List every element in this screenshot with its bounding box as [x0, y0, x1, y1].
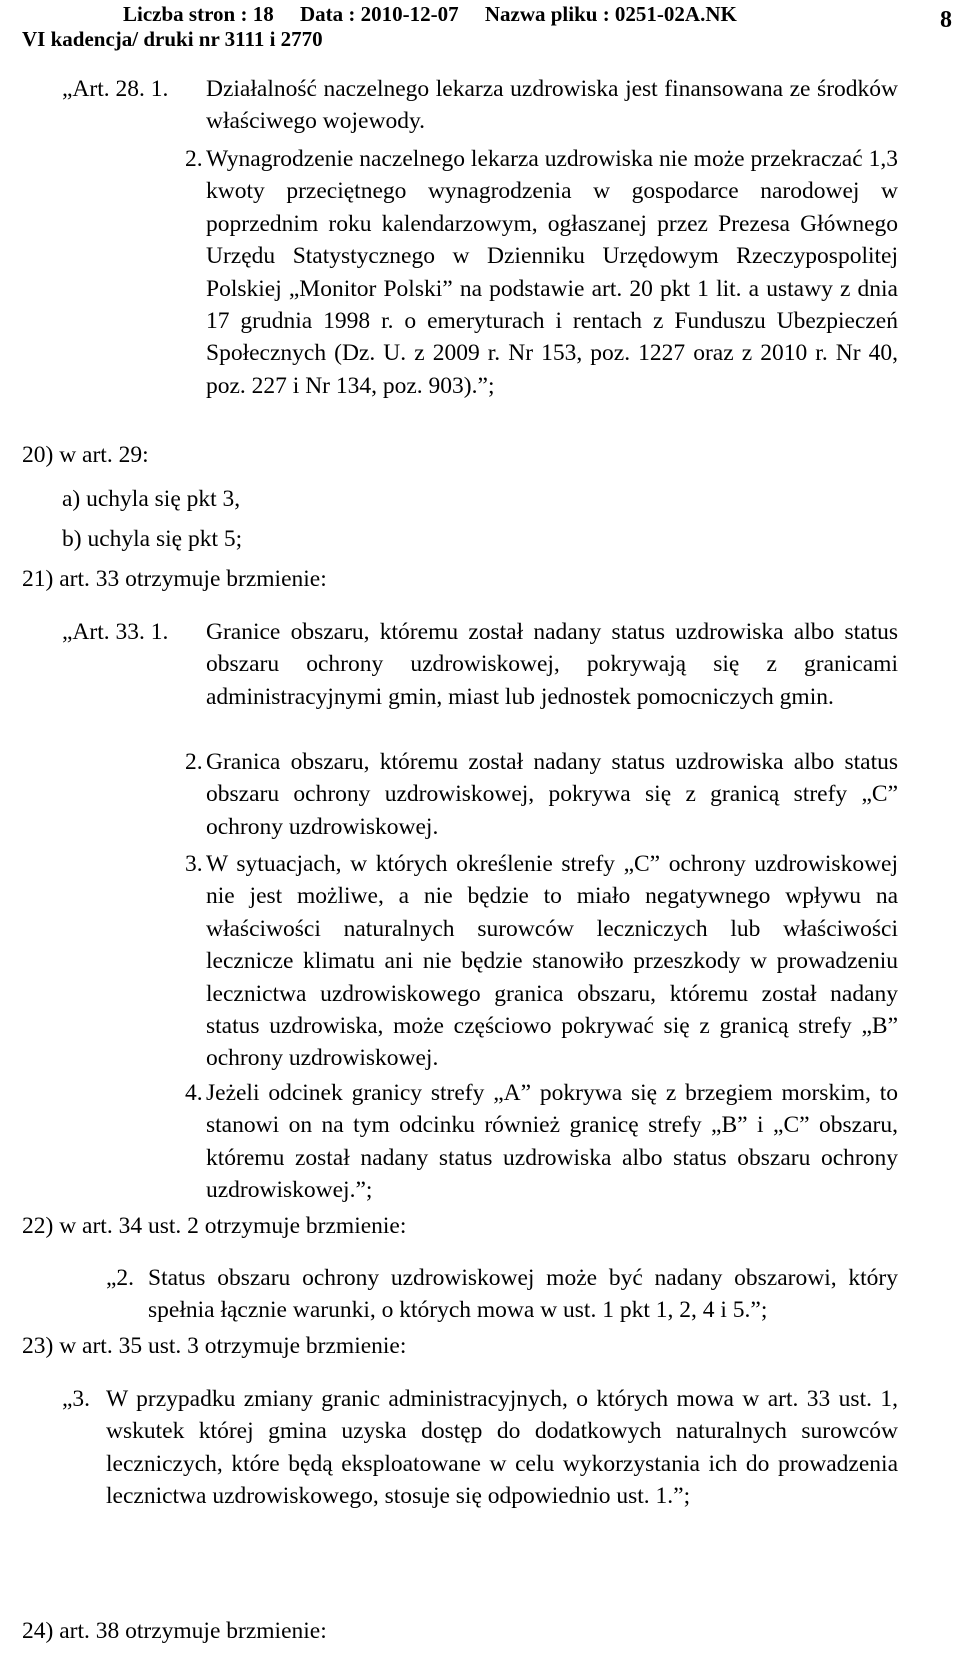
page-number: 8 [940, 7, 952, 33]
art33-prefix: „Art. 33. 1. [62, 619, 169, 645]
item-23-text: W przypadku zmiany granic administracyjnych, o których mowa w art. 33 ust. 1, wskutek której gmina uzyska dostęp do dodatkowych naturalnych surowców leczniczych, które będą eksploatowane w celu wykorzystania ich do prowadzenia lecznictwa uzdrowiskowego, stosuje się odpowiednio ust. 1.”; [106, 1386, 898, 1510]
art28-paragraph-2: Wynagrodzenie naczelnego lekarza uzdrowiska nie może przekraczać 1,3 kwoty przeciętnego wynagrodzenia w gospodarce narodowej w poprzednim roku kalendarzowym, ogłaszanej przez Prezesa Głównego Urzędu Statystycznego w Dzienniku Urzędowym Rzeczypospolitej Polskiej „Monitor Polski” na podstawie art. 20 pkt 1 lit. a ustawy z dnia 17 grudnia 1998 r. o emeryturach i rentach z Funduszu Ubezpieczeń Społecznych (Dz. U. z 2009 r. Nr 153, poz. 1227 oraz z 2010 r. Nr 40, poz. 227 i Nr 134, poz. 903).”; [206, 146, 898, 399]
header-meta: Liczba stron : 18 Data : 2010-12-07 Nazwa pliku : 0251-02A.NK [123, 2, 737, 26]
art33-paragraph-4: Jeżeli odcinek granicy strefy „A” pokrywa się z brzegiem morskim, to stanowi on na tym odcinku również granicę strefy „B” i „C” obszaru, któremu został nadany status uzdrowiska albo status obszaru ochrony uzdrowiskowej.”; [206, 1080, 898, 1204]
item-23-label: 23) w art. 35 ust. 3 otrzymuje brzmienie: [22, 1333, 407, 1359]
art33-p4-number: 4. [185, 1080, 203, 1106]
page-header [22, 2, 952, 52]
art33-p3-number: 3. [185, 851, 203, 877]
item-21-label: 21) art. 33 otrzymuje brzmienie: [22, 566, 327, 592]
item-22-number: „2. [106, 1265, 135, 1291]
item-20-b: b) uchyla się pkt 5; [62, 526, 243, 552]
art33-paragraph-2: Granica obszaru, któremu został nadany status uzdrowiska albo status obszaru ochrony uzdrowiskowej, pokrywa się z granicą strefy „C” ochrony uzdrowiskowej. [206, 749, 898, 840]
art33-paragraph-3: W sytuacjach, w których określenie strefy „C” ochrony uzdrowiskowej nie jest możliwe, a nie będzie to miało negatywnego wpływu na właściwości naturalnych surowców leczniczych lub właściwości lecznicze klimatu ani nie będzie stanowiło przeszkody w prowadzeniu lecznictwa uzdrowiskowego granica obszaru, któremu został nadany status uzdrowiska, może częściowo pokrywać się z granicą strefy „B” ochrony uzdrowiskowej. [206, 851, 898, 1072]
item-20-a: a) uchyla się pkt 3, [62, 486, 241, 512]
art33-paragraph-1: Granice obszaru, któremu został nadany status uzdrowiska albo status obszaru ochrony uzdrowiskowej, pokrywają się z granicami administracyjnymi gmin, miast lub jednostek pomocniczych gmin. [206, 619, 898, 710]
item-22-text: Status obszaru ochrony uzdrowiskowej może być nadany obszarowi, który spełnia łącznie warunki, o których mowa w ust. 1 pkt 1, 2, 4 i 5.”; [148, 1265, 898, 1324]
art28-paragraph-1: Działalność naczelnego lekarza uzdrowiska jest finansowana ze środków właściwego wojewody. [206, 76, 898, 135]
item-20-label: 20) w art. 29: [22, 442, 149, 468]
item-22-label: 22) w art. 34 ust. 2 otrzymuje brzmienie: [22, 1213, 407, 1239]
header-kadencja: VI kadencja/ druki nr 3111 i 2770 [22, 27, 323, 51]
item-24-label: 24) art. 38 otrzymuje brzmienie: [22, 1618, 327, 1644]
art28-p2-number: 2. [185, 146, 203, 172]
art33-p2-number: 2. [185, 749, 203, 775]
item-23-number: „3. [62, 1386, 91, 1412]
art28-prefix: „Art. 28. 1. [62, 76, 169, 102]
